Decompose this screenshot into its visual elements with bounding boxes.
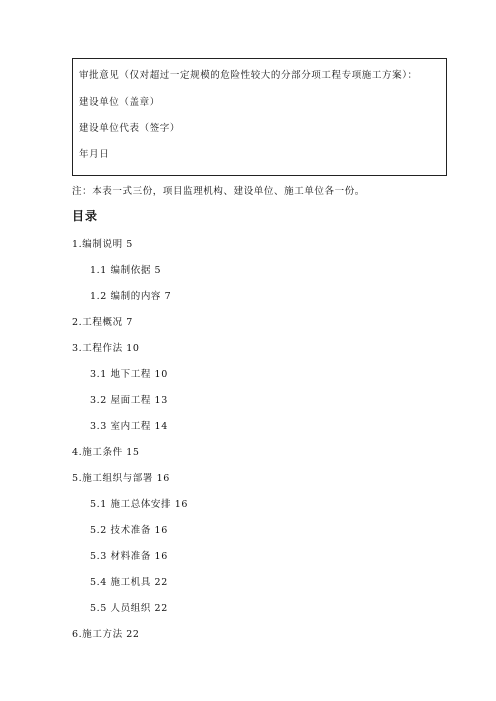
toc-item[interactable]: 3.2 屋面工程 13 — [90, 395, 168, 406]
toc-item[interactable]: 3.3 室内工程 14 — [90, 421, 168, 432]
toc-item[interactable]: 2.工程概况 7 — [72, 317, 133, 328]
construction-unit-label: 建设单位（盖章） — [79, 97, 160, 108]
unit-representative-label: 建设单位代表（签字） — [79, 123, 181, 134]
toc-item[interactable]: 5.施工组织与部署 16 — [72, 473, 170, 484]
toc-item[interactable]: 5.3 材料准备 16 — [90, 551, 168, 562]
toc-item[interactable]: 1.编制说明 5 — [72, 239, 133, 250]
toc-item[interactable]: 3.工程作法 10 — [72, 343, 140, 354]
toc-item[interactable]: 5.2 技术准备 16 — [90, 525, 168, 536]
approval-box — [72, 58, 447, 176]
approval-opinion-label: 审批意见（仅对超过一定规模的危险性较大的分部分项工程专项施工方案）： — [79, 70, 418, 81]
toc-item[interactable]: 4.施工条件 15 — [72, 447, 140, 458]
toc-item[interactable]: 3.1 地下工程 10 — [90, 369, 168, 380]
date-label: 年月日 — [79, 149, 110, 160]
toc-title: 目录 — [72, 209, 99, 223]
toc-item[interactable]: 1.2 编制的内容 7 — [90, 291, 172, 302]
toc-item[interactable]: 6.施工方法 22 — [72, 629, 140, 640]
toc-item[interactable]: 5.1 施工总体安排 16 — [90, 499, 189, 510]
copies-note: 注：本表一式三份，项目监理机构、建设单位、施工单位各一份。 — [72, 186, 365, 197]
toc-item[interactable]: 5.5 人员组织 22 — [90, 603, 168, 614]
toc-item[interactable]: 1.1 编制依据 5 — [90, 265, 162, 276]
toc-item[interactable]: 5.4 施工机具 22 — [90, 577, 168, 588]
